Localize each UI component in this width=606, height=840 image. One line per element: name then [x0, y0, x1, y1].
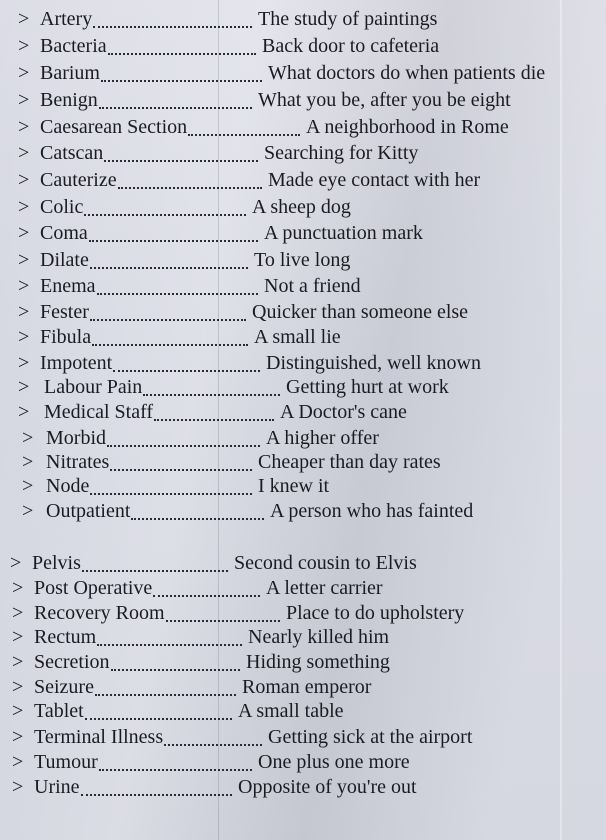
- dotted-leader: [90, 293, 246, 321]
- term-word: Coma: [40, 222, 88, 244]
- bullet-arrow: >: [12, 726, 24, 748]
- term-word: Dilate: [40, 249, 89, 271]
- dotted-leader: [90, 241, 248, 269]
- term-word: Urine: [34, 776, 80, 798]
- dotted-leader: [143, 368, 280, 396]
- dotted-leader: [97, 267, 258, 295]
- list-item: [0, 374, 606, 400]
- term-definition: Getting hurt at work: [286, 376, 449, 398]
- term-definition: A neighborhood in Rome: [306, 116, 509, 138]
- bullet-arrow: >: [18, 35, 30, 57]
- dotted-leader: [99, 743, 252, 771]
- term-word: Fester: [40, 301, 89, 323]
- term-word: Catscan: [40, 142, 104, 164]
- bullet-arrow: >: [18, 8, 30, 30]
- list-item: [0, 698, 606, 724]
- dotted-leader: [82, 544, 228, 572]
- term-word: Caesarean Section: [40, 116, 188, 138]
- bullet-arrow: >: [12, 577, 24, 599]
- term-definition: Place to do upholstery: [286, 602, 465, 624]
- term-definition: A small lie: [254, 326, 341, 348]
- term-word: Morbid: [46, 427, 106, 449]
- list-item: [0, 425, 606, 451]
- dotted-leader: [97, 618, 242, 646]
- bullet-arrow: >: [12, 751, 24, 773]
- term-definition: Roman emperor: [242, 676, 372, 698]
- term-word: Tablet: [34, 700, 84, 722]
- term-definition: Nearly killed him: [248, 626, 390, 648]
- bullet-arrow: >: [12, 626, 24, 648]
- bullet-arrow: >: [22, 427, 34, 449]
- term-definition: Searching for Kitty: [264, 142, 419, 164]
- bullet-arrow: >: [12, 651, 24, 673]
- term-definition: Hiding something: [246, 651, 390, 673]
- dotted-leader: [118, 161, 262, 189]
- term-word: Colic: [40, 196, 84, 218]
- term-definition: A punctuation mark: [264, 222, 423, 244]
- bullet-arrow: >: [18, 249, 30, 271]
- bullet-arrow: >: [18, 116, 30, 138]
- dotted-leader: [164, 718, 262, 746]
- term-definition: Getting sick at the airport: [268, 726, 473, 748]
- bullet-arrow: >: [18, 196, 30, 218]
- term-word: Seizure: [34, 676, 94, 698]
- bullet-arrow: >: [18, 301, 30, 323]
- list-item: [0, 324, 606, 350]
- term-word: Pelvis: [32, 552, 81, 574]
- dotted-leader: [188, 108, 300, 136]
- term-definition: Cheaper than day rates: [258, 451, 441, 473]
- term-definition: Made eye contact with her: [268, 169, 481, 191]
- dotted-leader: [104, 134, 258, 162]
- term-word: Outpatient: [46, 500, 131, 522]
- dotted-leader: [99, 81, 252, 109]
- term-word: Enema: [40, 275, 96, 297]
- bullet-arrow: >: [18, 222, 30, 244]
- bullet-arrow: >: [18, 326, 30, 348]
- dotted-leader: [92, 318, 248, 346]
- term-word: Recovery Room: [34, 602, 165, 624]
- bullet-arrow: >: [22, 451, 34, 473]
- list-item: [0, 575, 606, 601]
- term-definition: A higher offer: [266, 427, 379, 449]
- list-item: [0, 473, 606, 499]
- term-definition: A Doctor's cane: [280, 401, 407, 423]
- list-item: [0, 350, 606, 376]
- bullet-arrow: >: [12, 602, 24, 624]
- list-item: [0, 624, 606, 650]
- term-word: Impotent: [40, 352, 113, 374]
- list-item: [0, 33, 606, 59]
- term-definition: What doctors do when patients die: [268, 62, 546, 84]
- dotted-leader: [131, 492, 264, 520]
- list-item: [0, 600, 606, 626]
- bullet-arrow: >: [18, 62, 30, 84]
- term-word: Cauterize: [40, 169, 117, 191]
- list-item: [0, 724, 606, 750]
- term-word: Medical Staff: [44, 401, 154, 423]
- term-word: Rectum: [34, 626, 97, 648]
- term-definition: Distinguished, well known: [266, 352, 481, 374]
- list-item: [0, 140, 606, 166]
- bullet-arrow: >: [18, 142, 30, 164]
- term-definition: Second cousin to Elvis: [234, 552, 417, 574]
- term-word: Barium: [40, 62, 100, 84]
- dotted-leader: [89, 214, 258, 242]
- term-word: Benign: [40, 89, 98, 111]
- list-item: [0, 87, 606, 113]
- term-definition: I knew it: [258, 475, 330, 497]
- bullet-arrow: >: [10, 552, 22, 574]
- dotted-leader: [85, 692, 232, 720]
- dotted-leader: [111, 643, 240, 671]
- term-definition: Quicker than someone else: [252, 301, 469, 323]
- bullet-arrow: >: [22, 500, 34, 522]
- term-definition: The study of paintings: [258, 8, 438, 30]
- bullet-arrow: >: [12, 700, 24, 722]
- term-definition: A small table: [238, 700, 344, 722]
- term-definition: A letter carrier: [266, 577, 383, 599]
- term-definition: Not a friend: [264, 275, 361, 297]
- term-word: Terminal Illness: [34, 726, 164, 748]
- list-item: [0, 299, 606, 325]
- term-definition: To live long: [254, 249, 351, 271]
- list-item: [0, 6, 606, 32]
- term-word: Artery: [40, 8, 93, 30]
- bullet-arrow: >: [18, 89, 30, 111]
- term-word: Fibula: [40, 326, 92, 348]
- bullet-arrow: >: [18, 376, 30, 398]
- term-word: Nitrates: [46, 451, 110, 473]
- term-definition: What you be, after you be eight: [258, 89, 511, 111]
- dotted-leader: [101, 54, 262, 82]
- term-definition: Opposite of you're out: [238, 776, 417, 798]
- dotted-leader: [154, 393, 274, 421]
- term-word: Tumour: [34, 751, 98, 773]
- bullet-arrow: >: [18, 352, 30, 374]
- bullet-arrow: >: [12, 676, 24, 698]
- list-item: [0, 399, 606, 425]
- term-definition: One plus one more: [258, 751, 410, 773]
- list-item: [0, 774, 606, 800]
- bullet-arrow: >: [22, 475, 34, 497]
- list-item: [0, 649, 606, 675]
- list-item: [0, 114, 606, 140]
- term-word: Labour Pain: [44, 376, 143, 398]
- list-item: [0, 60, 606, 86]
- dotted-leader: [84, 188, 246, 216]
- list-item: [0, 247, 606, 273]
- term-word: Secretion: [34, 651, 110, 673]
- term-definition: A sheep dog: [252, 196, 351, 218]
- term-word: Post Operative: [34, 577, 153, 599]
- term-word: Node: [46, 475, 90, 497]
- term-word: Bacteria: [40, 35, 107, 57]
- list-item: [0, 498, 606, 524]
- bullet-arrow: >: [18, 275, 30, 297]
- term-definition: Back door to cafeteria: [262, 35, 440, 57]
- bullet-arrow: >: [18, 169, 30, 191]
- dotted-leader: [153, 569, 260, 597]
- dotted-leader: [81, 768, 232, 796]
- dotted-leader: [90, 467, 252, 495]
- dotted-leader: [108, 27, 256, 55]
- bullet-arrow: >: [18, 401, 30, 423]
- list-item: [0, 550, 606, 576]
- dotted-leader: [93, 0, 252, 28]
- bullet-arrow: >: [12, 776, 24, 798]
- term-definition: A person who has fainted: [270, 500, 474, 522]
